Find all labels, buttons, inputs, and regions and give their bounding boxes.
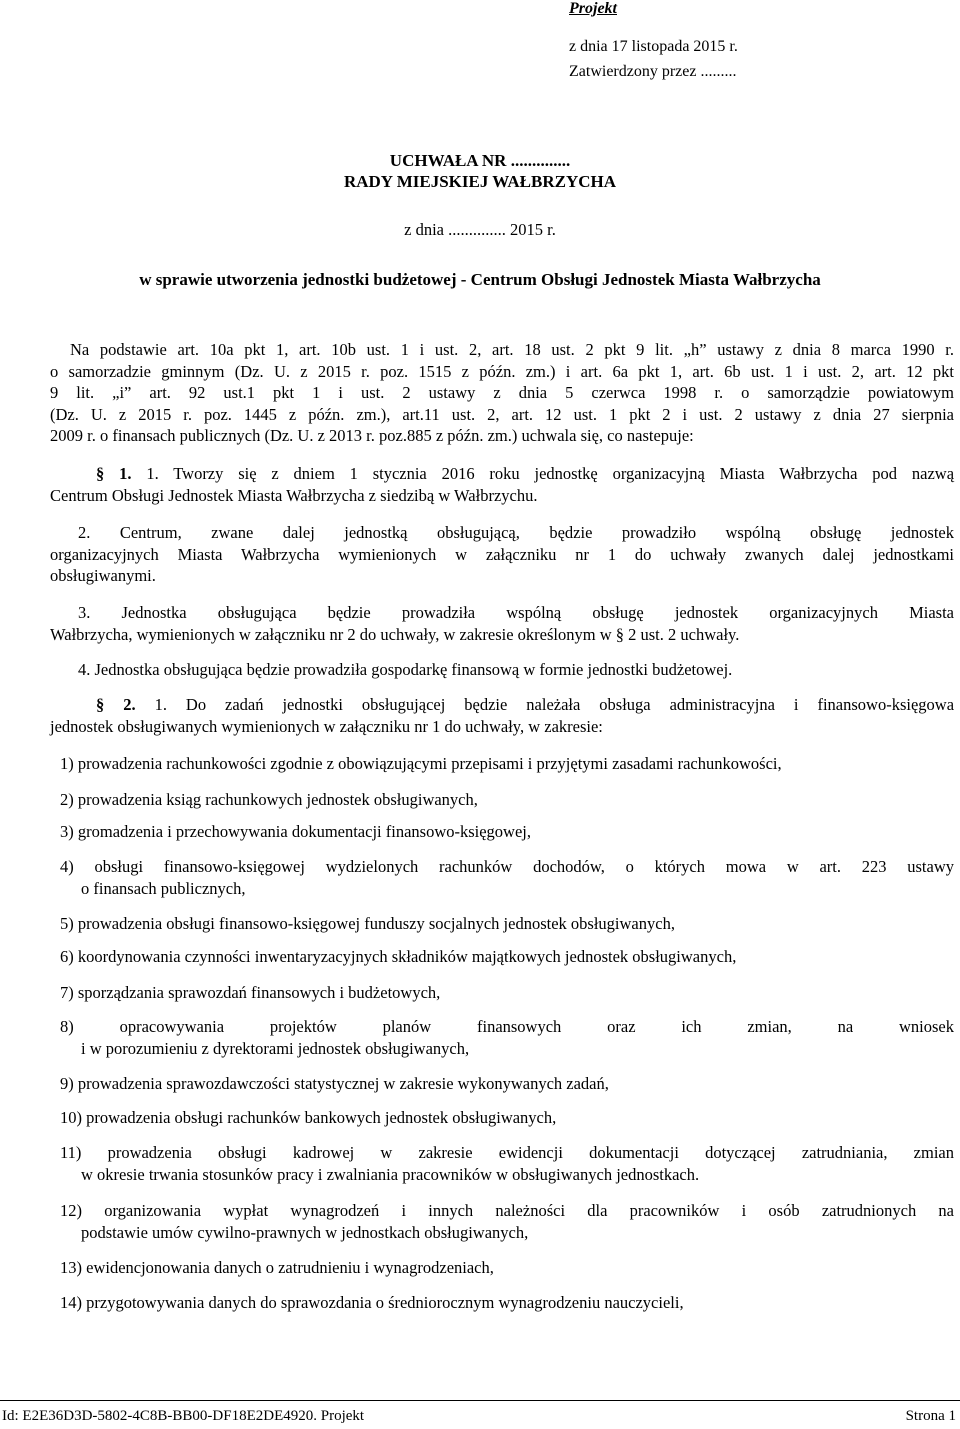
draft-date: z dnia 17 listopada 2015 r. [569,38,738,55]
list-item [60,1142,954,1185]
list-item-text: 8) opracowywania projektów planów finansowych oraz ich zmian, na wniosek [60,1017,954,1036]
preamble-line: Na podstawie art. 10a pkt 1, art. 10b ust. 1 i ust. 2, art. 18 ust. 2 pkt 9 lit. „h” ustawy z dnia 8 marca 1990 r. [70,340,954,359]
list-item-text: 6) koordynowania czynności inwentaryzacyjnych składników majątkowych jednostek obsługiwanych, [60,947,737,966]
paragraph-line: 2. Centrum, zwane dalej jednostką obsługującą, będzie prowadziło wspólną obsługę jednostek [78,523,954,542]
list-item-text: w okresie trwania stosunków pracy i zwalniania pracowników w obsługiwanych jednostkach. [81,1164,700,1184]
list-item [60,789,954,811]
council-name: RADY MIEJSKIEJ WAŁBRZYCHA [343,172,617,191]
footer-page-number: Strona 1 [905,1408,956,1424]
section-1-marker: § 1. [96,464,132,483]
list-item [60,913,954,935]
section-1-paragraph-4 [50,659,954,681]
draft-label: Projekt [569,0,617,17]
section-1-paragraph-3 [50,602,954,645]
section-1-paragraph-2 [50,522,954,587]
list-item-text: 12) organizowania wypłat wynagrodzeń i innych należności dla pracowników i osób zatrudnionych na [60,1201,954,1220]
list-item-text: 4) obsługi finansowo-księgowej wydzielonych rachunków dochodów, o których mowa w art. 223 ustawy [60,857,954,876]
list-item-text: 1) prowadzenia rachunkowości zgodnie z obowiązującymi przepisami i przyjętymi zasadami rachunkowości, [60,754,782,773]
list-item-text: 3) gromadzenia i przechowywania dokumentacji finansowo-księgowej, [60,822,532,841]
paragraph-line: obsługiwanymi. [50,566,156,585]
paragraph-line: 1. Tworzy się z dniem 1 stycznia 2016 roku jednostkę organizacyjną Miasta Wałbrzycha pod nazwą [146,464,955,483]
preamble-line: 2009 r. o finansach publicznych (Dz. U. z 2013 r. poz.885 z późn. zm.) uchwala się, co nastepuje: [50,426,694,445]
list-item-text: 2) prowadzenia ksiąg rachunkowych jednostek obsługiwanych, [60,790,478,809]
section-1-paragraph-1 [50,463,954,506]
list-item-text: i w porozumieniu z dyrektorami jednostek obsługiwanych, [81,1038,470,1058]
list-item-text: 13) ewidencjonowania danych o zatrudnieniu i wynagrodzeniach, [60,1258,494,1277]
approved-by: Zatwierdzony przez ......... [569,63,737,80]
paragraph-line: Wałbrzycha, wymienionych w załączniku nr 2 do uchwały, w zakresie określonym w § 2 ust. 2 uchwały. [50,624,740,644]
paragraph-line: organizacyjnych Miasta Wałbrzycha wymienionych w załączniku nr 1 do uchwały zwanych dalej jednostkami [50,544,954,564]
list-item [60,856,954,899]
preamble [50,339,954,447]
resolution-number: UCHWAŁA NR .............. [389,151,571,170]
list-item-text: 5) prowadzenia obsługi finansowo-księgowej funduszy socjalnych jednostek obsługiwanych, [60,914,675,933]
list-item-text: 9) prowadzenia sprawozdawczości statystycznej w zakresie wykonywanych zadań, [60,1074,609,1093]
section-2-paragraph-1 [50,694,954,737]
preamble-line: (Dz. U. z 2015 r. poz. 1445 z późn. zm.), art.11 ust. 2, art. 12 ust. 1 pkt 2 i ust. 2 ustawy z dnia 27 sierpnia [50,404,954,424]
list-item [60,1292,954,1314]
paragraph-line: 4. Jednostka obsługująca będzie prowadziła gospodarkę finansową w formie jednostki budżetowej. [78,660,733,679]
paragraph-line: 3. Jednostka obsługująca będzie prowadziła wspólną obsługę jednostek organizacyjnych Miasta [78,603,954,622]
paragraph-line: 1. Do zadań jednostki obsługującej będzie należała obsługa administracyjna i finansowo-księgowa [154,695,955,714]
list-item-text: 14) przygotowywania danych do sprawozdania o średniorocznym wynagrodzeniu nauczycieli, [60,1293,684,1312]
list-item-text: o finansach publicznych, [81,878,246,898]
section-2-marker: § 2. [96,695,136,714]
list-item [60,1073,954,1095]
preamble-line: o samorzadzie gminnym (Dz. U. z 2015 r. poz. 1515 z późn. zm.) i art. 6a pkt 1, art. 6b ust. 1 i ust. 2, art. 12 pkt [50,361,954,381]
list-item [60,1200,954,1243]
footer-document-id: Id: E2E36D3D-5802-4C8B-BB00-DF18E2DE4920. Projekt [2,1408,365,1424]
list-item [60,982,954,1004]
list-item [60,821,954,843]
preamble-line: 9 lit. „i” art. 92 ust.1 pkt 1 i ust. 2 ustawy z dnia 5 czerwca 1998 r. o samorządzie powiatowym [50,383,954,402]
list-item-text: 10) prowadzenia obsługi rachunków bankowych jednostek obsługiwanych, [60,1108,557,1127]
list-item [60,1016,954,1059]
list-item-text: 11) prowadzenia obsługi kadrowej w zakresie ewidencji dokumentacji dotyczącej zatrudniania, zmian [60,1143,954,1162]
paragraph-line: Centrum Obsługi Jednostek Miasta Wałbrzycha z siedzibą w Wałbrzychu. [50,485,538,505]
resolution-date: z dnia .............. 2015 r. [404,220,556,239]
paragraph-line: jednostek obsługiwanych wymienionych w załączniku nr 1 do uchwały, w zakresie: [50,716,603,736]
footer-divider [0,1400,960,1401]
list-item [60,946,954,968]
list-item-text: 7) sporządzania sprawozdań finansowych i budżetowych, [60,983,441,1002]
resolution-subject: w sprawie utworzenia jednostki budżetowej - Centrum Obsługi Jednostek Miasta Wałbrzycha [139,270,821,289]
list-item [60,1107,954,1129]
list-item-text: podstawie umów cywilno-prawnych w jednostkach obsługiwanych, [81,1222,529,1242]
list-item [60,1257,954,1279]
list-item [60,753,954,775]
